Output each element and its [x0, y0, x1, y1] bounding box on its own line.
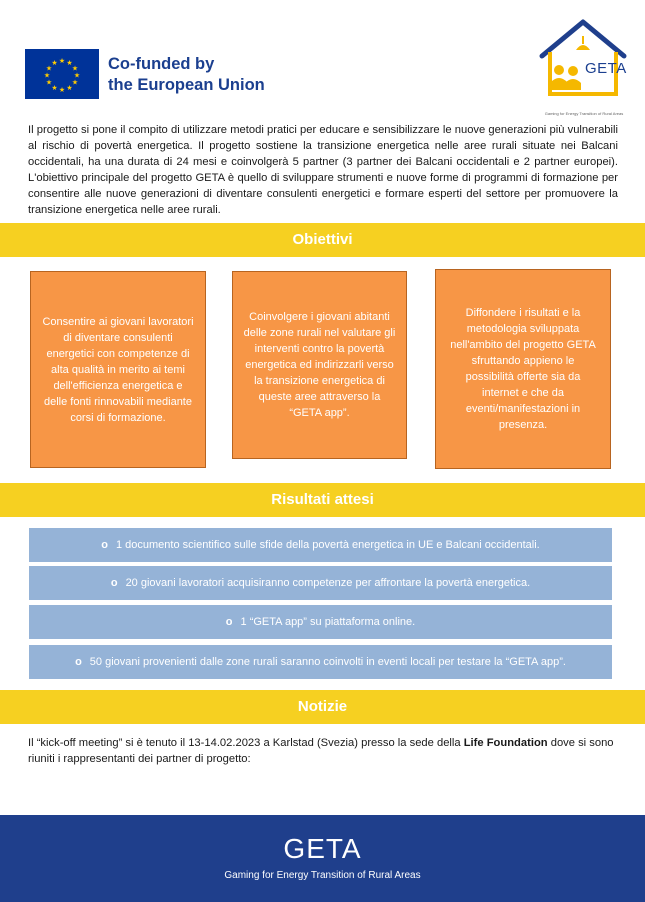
eu-line-1: Co-funded by	[108, 55, 215, 73]
news-heading: Notizie	[0, 690, 645, 724]
footer-subtitle: Gaming for Energy Transition of Rural Areas	[224, 870, 421, 881]
bullet-icon: o	[225, 616, 233, 628]
footer-title: GETA	[283, 833, 362, 864]
svg-text:★: ★	[71, 78, 79, 87]
objective-card	[232, 271, 407, 459]
objective-text: Diffondere i risultati e la metodologia sviluppata nell'ambito del progetto GETA sfruttando appieno le possibilità offerte sia da internet e che da eventi/manifestazioni in presenza.	[450, 307, 596, 431]
objective-text: Coinvolgere i giovani abitanti delle zone rurali nel valutare gli interventi contro la povertà energetica ed indirizzarli verso la transizione energetica di queste aree attraverso la “GETA app”.	[243, 311, 396, 419]
result-text: 1 “GETA app” su piattaforma online.	[240, 616, 416, 628]
svg-text:★: ★	[73, 71, 81, 80]
result-text: 20 giovani lavoratori acquisiranno competenze per affrontare la povertà energetica.	[125, 577, 531, 589]
bullet-icon: o	[110, 577, 118, 589]
objective-text: Consentire ai giovani lavoratori di diventare consulenti energetici con competenze di alta qualità in merito ai temi dell'efficienza energetica e delle fonti rinnovabili mediante corsi di formazione.	[42, 315, 194, 424]
result-item	[29, 605, 612, 639]
result-item	[29, 528, 612, 562]
eu-cofunded-text	[108, 54, 265, 96]
objective-card	[435, 269, 611, 469]
result-text: 1 documento scientifico sulle sfide della povertà energetica in UE e Balcani occidentali.	[115, 539, 540, 551]
svg-text:★: ★	[51, 84, 58, 92]
news-text-before: Il “kick-off meeting” si è tenuto il 13-14.02.2023 a Karlstad (Svezia) presso la sede della	[28, 737, 464, 749]
intro-paragraph: Il progetto si pone il compito di utilizzare metodi pratici per educare e sensibilizzare le nuove generazioni più vulnerabili al rischio di povertà energetica. Il progetto sostiene la transizione energetica nelle aree rurali situate nei Balcani occidentali, ha una durata di 24 mesi e coinvolgerà 5 partner (3 partner dei Balcani occidentali e 2 partner europei). L'obiettivo principale del progetto GETA è quello di sviluppare strumenti e nuove forme di programmi di formazione per consentire alle nuove generazioni di diventare consulenti energetici e formare esperti del settore per promuovere la transizione energetica nelle aree rurali.	[28, 124, 618, 216]
geta-logo-tagline: Gaming for Energy Transition of Rural Areas	[544, 111, 624, 116]
objectives-heading: Obiettivi	[0, 223, 645, 257]
footer-banner	[0, 815, 645, 902]
eu-flag-logo	[25, 49, 99, 99]
svg-text:★: ★	[45, 78, 53, 87]
result-item	[29, 645, 612, 679]
svg-text:★: ★	[58, 86, 66, 94]
result-item	[29, 566, 612, 600]
bullet-icon: o	[101, 539, 108, 551]
eu-line-2: the European Union	[108, 76, 265, 94]
result-text: 50 giovani provenienti dalle zone rurali saranno coinvolti in eventi locali per testare la “GETA app”.	[89, 656, 566, 668]
results-heading: Risultati attesi	[0, 483, 645, 517]
svg-text:★: ★	[66, 84, 73, 92]
news-org-name: Life Foundation	[463, 737, 548, 749]
bullet-icon: o	[75, 656, 82, 668]
svg-text:★: ★	[71, 64, 79, 73]
objective-card	[30, 271, 206, 468]
news-text-after: dove si sono riuniti i rappresentanti dei partner di progetto:	[28, 737, 614, 765]
svg-text:★: ★	[45, 64, 53, 73]
svg-text:★: ★	[66, 59, 73, 67]
geta-logo-word: GETA	[585, 60, 627, 77]
svg-text:★: ★	[58, 57, 66, 65]
svg-text:★: ★	[51, 59, 58, 67]
eu-stars-icon	[25, 49, 99, 99]
svg-text:★: ★	[43, 71, 51, 80]
news-paragraph	[28, 735, 618, 767]
